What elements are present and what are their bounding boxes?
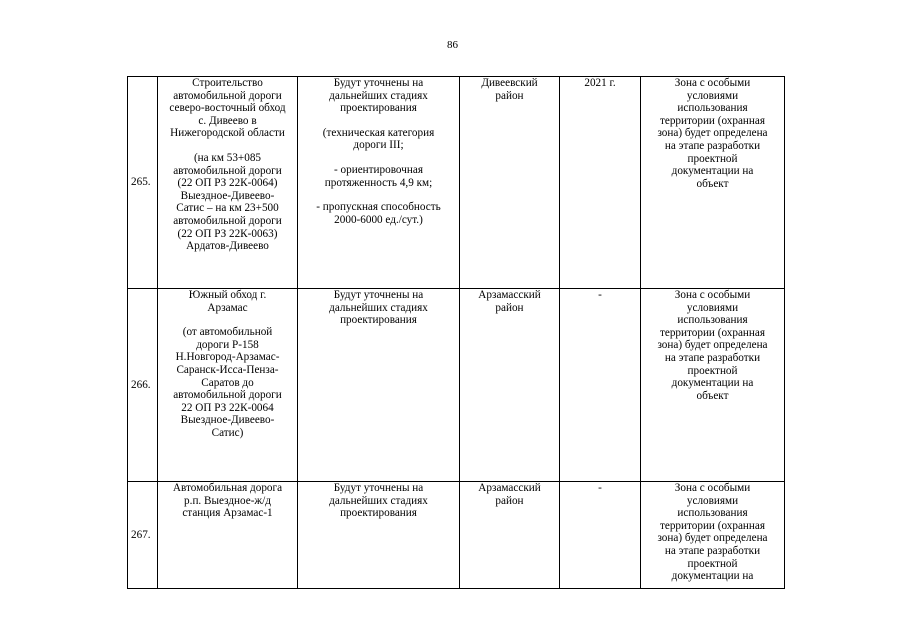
object-cell <box>158 482 298 589</box>
object-detail: (от автомобильной дороги Р-158 Н.Новгород-Арзамас- Саранск-Исса-Пенза- Саратов до автомобильной дороги 22 ОП РЗ 22К-0064 Выездное-Дивеево- Сатис) <box>173 326 282 439</box>
params-capacity: - пропускная способность 2000-6000 ед./сут.) <box>316 201 441 226</box>
table-row <box>128 289 785 482</box>
object-title: Автомобильная дорога р.п. Выездное-ж/д станция Арзамас-1 <box>172 482 283 520</box>
district-cell <box>460 77 560 289</box>
year: - <box>598 482 602 494</box>
district: Арзамасский район <box>478 289 541 314</box>
params-cell <box>298 289 460 482</box>
zone: Зона с особыми условиями использования территории (охранная зона) будет определена на этапе разработки проектной документации на объект <box>657 289 768 402</box>
object-title: Строительство автомобильной дороги северо-восточный обход с. Дивеево в Нижегородской области <box>169 77 286 140</box>
year-cell <box>560 482 641 589</box>
object-cell <box>158 289 298 482</box>
object-cell <box>158 77 298 289</box>
year: - <box>598 289 602 301</box>
params-main: Будут уточнены на дальнейших стадиях проектирования <box>329 482 428 520</box>
params-main: Будут уточнены на дальнейших стадиях проектирования <box>329 289 428 327</box>
row-number: 266. <box>128 289 158 482</box>
zone-cell <box>641 482 785 589</box>
zone: Зона с особыми условиями использования территории (охранная зона) будет определена на этапе разработки проектной документации на <box>657 482 768 583</box>
zone-cell <box>641 77 785 289</box>
district: Арзамасский район <box>478 482 541 507</box>
params-length: - ориентировочная протяженность 4,9 км; <box>324 163 433 189</box>
zone: Зона с особыми условиями использования территории (охранная зона) будет определена на этапе разработки проектной документации на объект <box>657 77 768 190</box>
zone-cell <box>641 289 785 482</box>
params-category: (техническая категория дороги III; <box>322 126 435 152</box>
params-cell <box>298 77 460 289</box>
year-cell <box>560 77 641 289</box>
object-title: Южный обход г. Арзамас <box>188 289 267 314</box>
row-number: 265. <box>128 77 158 289</box>
year: 2021 г. <box>584 77 616 89</box>
params-cell <box>298 482 460 589</box>
district-cell <box>460 289 560 482</box>
row-number: 267. <box>128 482 158 589</box>
object-detail: (на км 53+085 автомобильной дороги (22 ОП РЗ 22К-0064) Выездное-Дивеево- Сатис – на км 23+500 автомобильной дороги (22 ОП РЗ 22К-0063) Ардатов-Дивеево <box>173 151 282 253</box>
district: Дивеевский район <box>481 77 538 102</box>
objects-table <box>127 76 785 589</box>
table-row <box>128 482 785 589</box>
page-number: 86 <box>447 39 458 51</box>
year-cell <box>560 289 641 482</box>
table-row <box>128 77 785 289</box>
district-cell <box>460 482 560 589</box>
params-main: Будут уточнены на дальнейших стадиях проектирования <box>329 77 428 115</box>
